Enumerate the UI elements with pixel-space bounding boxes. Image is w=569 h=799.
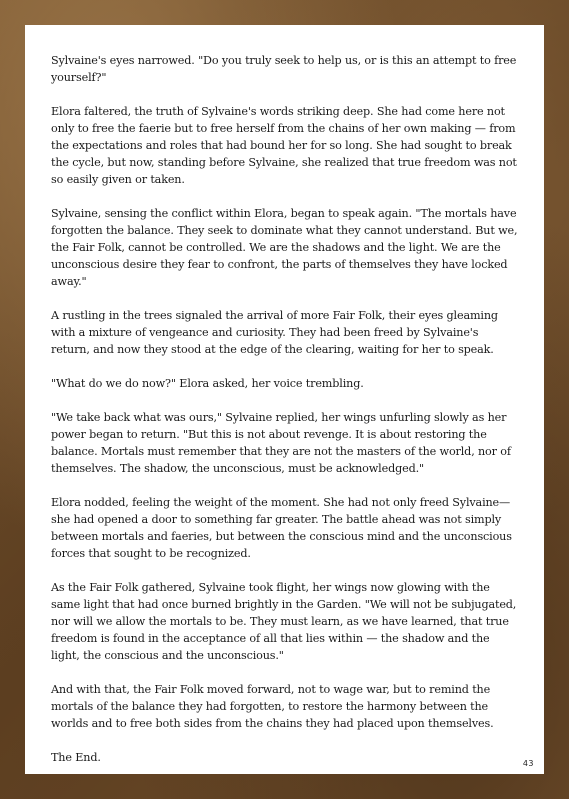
paragraph-3: Sylvaine, sensing the conflict within Elora, began to speak again. "The mortals have forgotten the balance. They seek to dominate what they cannot understand. But we, the Fair Folk, cannot be controlled. We are the shadows and the light. We are the unconscious desire they fear to confront, the parts of themselves they have locked away." [51,207,518,288]
paragraph-4: A rustling in the trees signaled the arrival of more Fair Folk, their eyes gleaming with a mixture of vengeance and curiosity. They had been freed by Sylvaine's return, and now they stood at the edge of the clearing, waiting for her to speak. [51,309,498,356]
paragraph-7: Elora nodded, feeling the weight of the moment. She had not only freed Sylvaine— she had opened a door to something far greater. The battle ahead was not simply between mortals and faeries, but between the conscious mind and the unconscious forces that sought to be recognized. [51,496,512,560]
page-number: 43 [522,759,534,768]
paragraph-the-end: The End. [51,751,101,764]
paragraph-2: Elora faltered, the truth of Sylvaine's words striking deep. She had come here not only to free the faerie but to free herself from the chains of her own making — from the expectations and roles that had bound her for so long. She had sought to break the cycle, but now, standing before Sylvaine, she realized that true freedom was not so easily given or taken. [51,105,517,186]
paragraph-1: Sylvaine's eyes narrowed. "Do you truly seek to help us, or is this an attempt to free yourself?" [51,54,517,84]
document-page [25,25,544,774]
paragraph-8: As the Fair Folk gathered, Sylvaine took flight, her wings now glowing with the same light that had once burned brightly in the Garden. "We will not be subjugated, nor will we allow the mortals to be. They must learn, as we have learned, that true freedom is found in the acceptance of all that lies within — the shadow and the light, the conscious and the unconscious." [51,581,517,662]
paragraph-5: "What do we do now?" Elora asked, her voice trembling. [51,377,364,390]
paragraph-9: And with that, the Fair Folk moved forward, not to wage war, but to remind the mortals of the balance they had forgotten, to restore the harmony between the worlds and to free both sides from the chains they had placed upon themselves. [51,683,494,730]
paragraph-6: "We take back what was ours," Sylvaine replied, her wings unfurling slowly as her power began to return. "But this is not about revenge. It is about restoring the balance. Mortals must remember that they are not the masters of the world, nor of themselves. The shadow, the unconscious, must be acknowledged." [51,411,511,475]
